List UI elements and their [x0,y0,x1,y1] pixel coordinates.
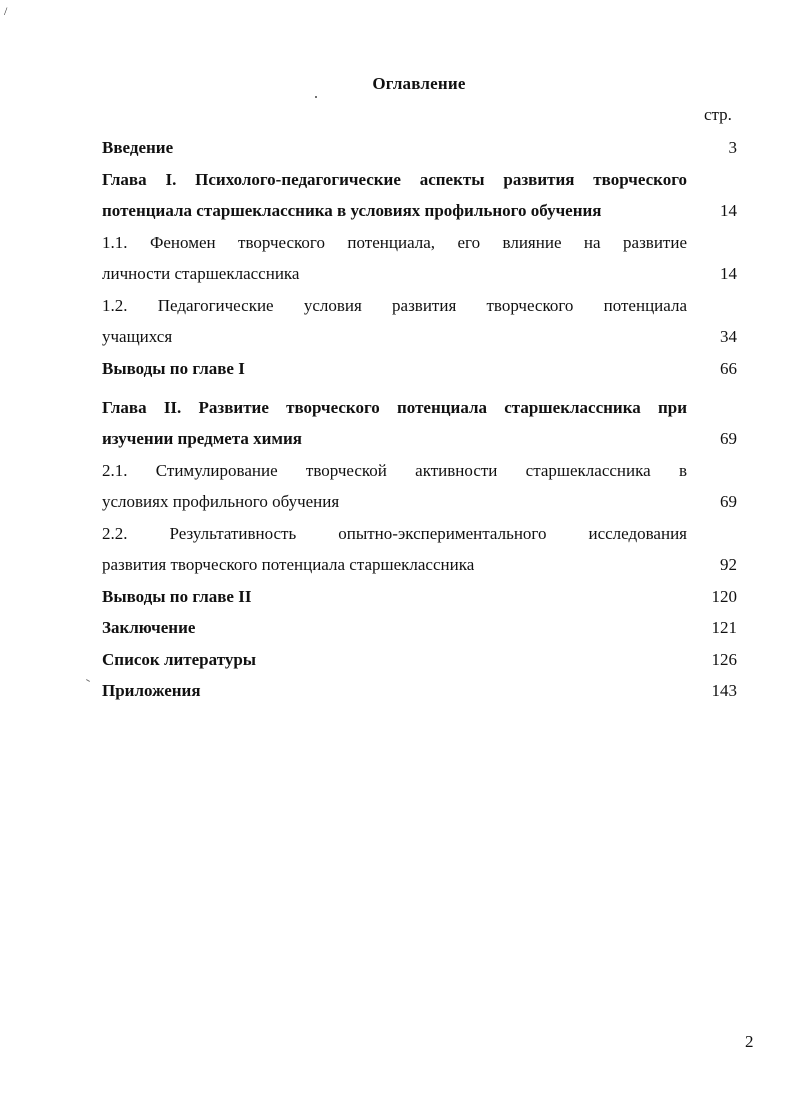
toc-entry-page: 14 [720,201,737,220]
toc-entry-page: 34 [720,327,737,346]
toc-entry-page: 69 [720,492,737,511]
page-number: 2 [745,1032,754,1051]
toc-entry-line: 2.1. Стимулирование творческой активности старшеклассника в [102,461,687,480]
toc-entry-line: развития творческого потенциала старшеклассника [102,555,475,574]
toc-entry-line: потенциала старшеклассника в условиях профильного обучения [102,201,602,220]
toc-entry-line: 1.2. Педагогические условия развития творческого потенциала [102,296,687,315]
toc-entry-line: 2.2. Результативность опытно-экспериментального исследования [102,524,687,543]
toc-entry-line: Введение [102,138,174,157]
toc-entry-page: 121 [711,618,737,637]
toc-entry-page: 120 [711,587,737,606]
page-column-label: стр. [704,105,732,124]
page-title: Оглавление [372,74,466,93]
toc-entry-page: 143 [711,681,737,700]
toc-entry-page: 66 [720,359,737,378]
toc-entry-line: Глава II. Развитие творческого потенциала старшеклассника при [102,398,687,417]
toc-entry-line: Глава I. Психолого-педагогические аспекты развития творческого [102,170,687,189]
toc-entry-line: Заключение [102,618,196,637]
toc-entry-line: изучении предмета химия [102,429,303,448]
toc-entry-line: личности старшеклассника [102,264,300,283]
toc-entry-line: Выводы по главе I [102,359,245,378]
toc-entry-page: 126 [711,650,737,669]
toc-entry-page: 69 [720,429,737,448]
toc-entry-line: Выводы по главе II [102,587,252,606]
scan-mark: / [4,4,8,18]
toc-entry-page: 3 [728,138,737,157]
toc-entry-line: Приложения [102,681,201,700]
toc-entry-line: учащихся [102,327,173,346]
toc-entry-page: 92 [720,555,737,574]
toc-entry-line: 1.1. Феномен творческого потенциала, его влияние на развитие [102,233,687,252]
toc-entry-line: Список литературы [102,650,257,669]
toc-entry-line: условиях профильного обучения [102,492,340,511]
toc-entry-page: 14 [720,264,737,283]
